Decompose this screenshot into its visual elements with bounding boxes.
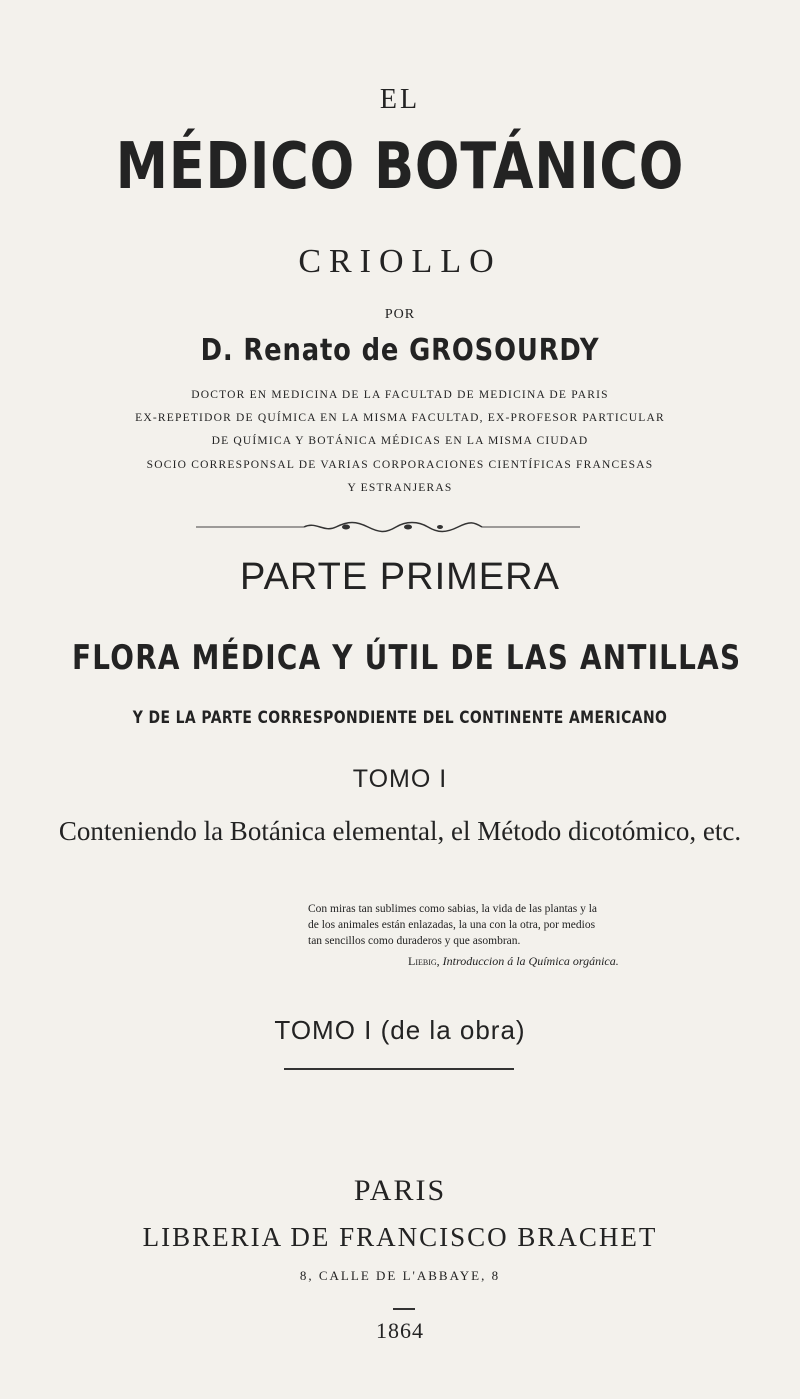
ornamental-divider <box>196 520 580 534</box>
author-name: D. Renato de GROSOURDY <box>200 333 600 368</box>
short-rule <box>393 1308 415 1310</box>
epigraph-line: Con miras tan sublimes como sabias, la vida de las plantas y la <box>308 903 598 915</box>
flora-subtitle: Y DE LA PARTE CORRESPONDIENTE DEL CONTINENTE AMERICANO <box>132 708 668 728</box>
epigraph-attribution <box>408 954 619 969</box>
epigraph-line: tan sencillos como duraderos y que asombran. <box>308 935 521 947</box>
publisher-address: 8, CALLE DE L'ABBAYE, 8 <box>299 1268 501 1283</box>
main-title: MÉDICO BOTÁNICO <box>115 130 685 204</box>
author-credential: Y ESTRANJERAS <box>347 482 453 494</box>
volume-label: TOMO I <box>352 765 448 793</box>
author-credential: EX-REPETIDOR DE QUÍMICA EN LA MISMA FACULTAD, EX-PROFESOR PARTICULAR <box>135 412 665 424</box>
flora-title: FLORA MÉDICA Y ÚTIL DE LAS ANTILLAS <box>72 638 742 678</box>
author-credential: DE QUÍMICA Y BOTÁNICA MÉDICAS EN LA MISMA CIUDAD <box>211 435 589 447</box>
title-article: EL <box>379 84 421 115</box>
epigraph-line: de los animales están enlazadas, la una con la otra, por medios <box>308 919 596 931</box>
subtitle-criollo: CRIOLLO <box>298 243 502 280</box>
epigraph-source: Introduccion á la Química orgánica. <box>442 954 619 968</box>
publication-year: 1864 <box>376 1318 424 1343</box>
author-credential: DOCTOR EN MEDICINA DE LA FACULTAD DE MEDICINA DE PARIS <box>191 389 609 401</box>
publisher-name: LIBRERIA DE FRANCISCO BRACHET <box>142 1222 658 1252</box>
epigraph-author: Liebig, <box>408 954 440 968</box>
by-label: POR <box>384 307 416 322</box>
author-credential: SOCIO CORRESPONSAL DE VARIAS CORPORACIONES CIENTÍFICAS FRANCESAS <box>146 459 654 471</box>
contents-description: Conteniendo la Botánica elemental, el Método dicotómico, etc. <box>58 816 742 846</box>
publication-city: PARIS <box>353 1174 447 1207</box>
work-volume-label: TOMO I (de la obra) <box>274 1015 526 1045</box>
part-heading: PARTE PRIMERA <box>240 556 560 598</box>
horizontal-rule <box>284 1068 514 1070</box>
